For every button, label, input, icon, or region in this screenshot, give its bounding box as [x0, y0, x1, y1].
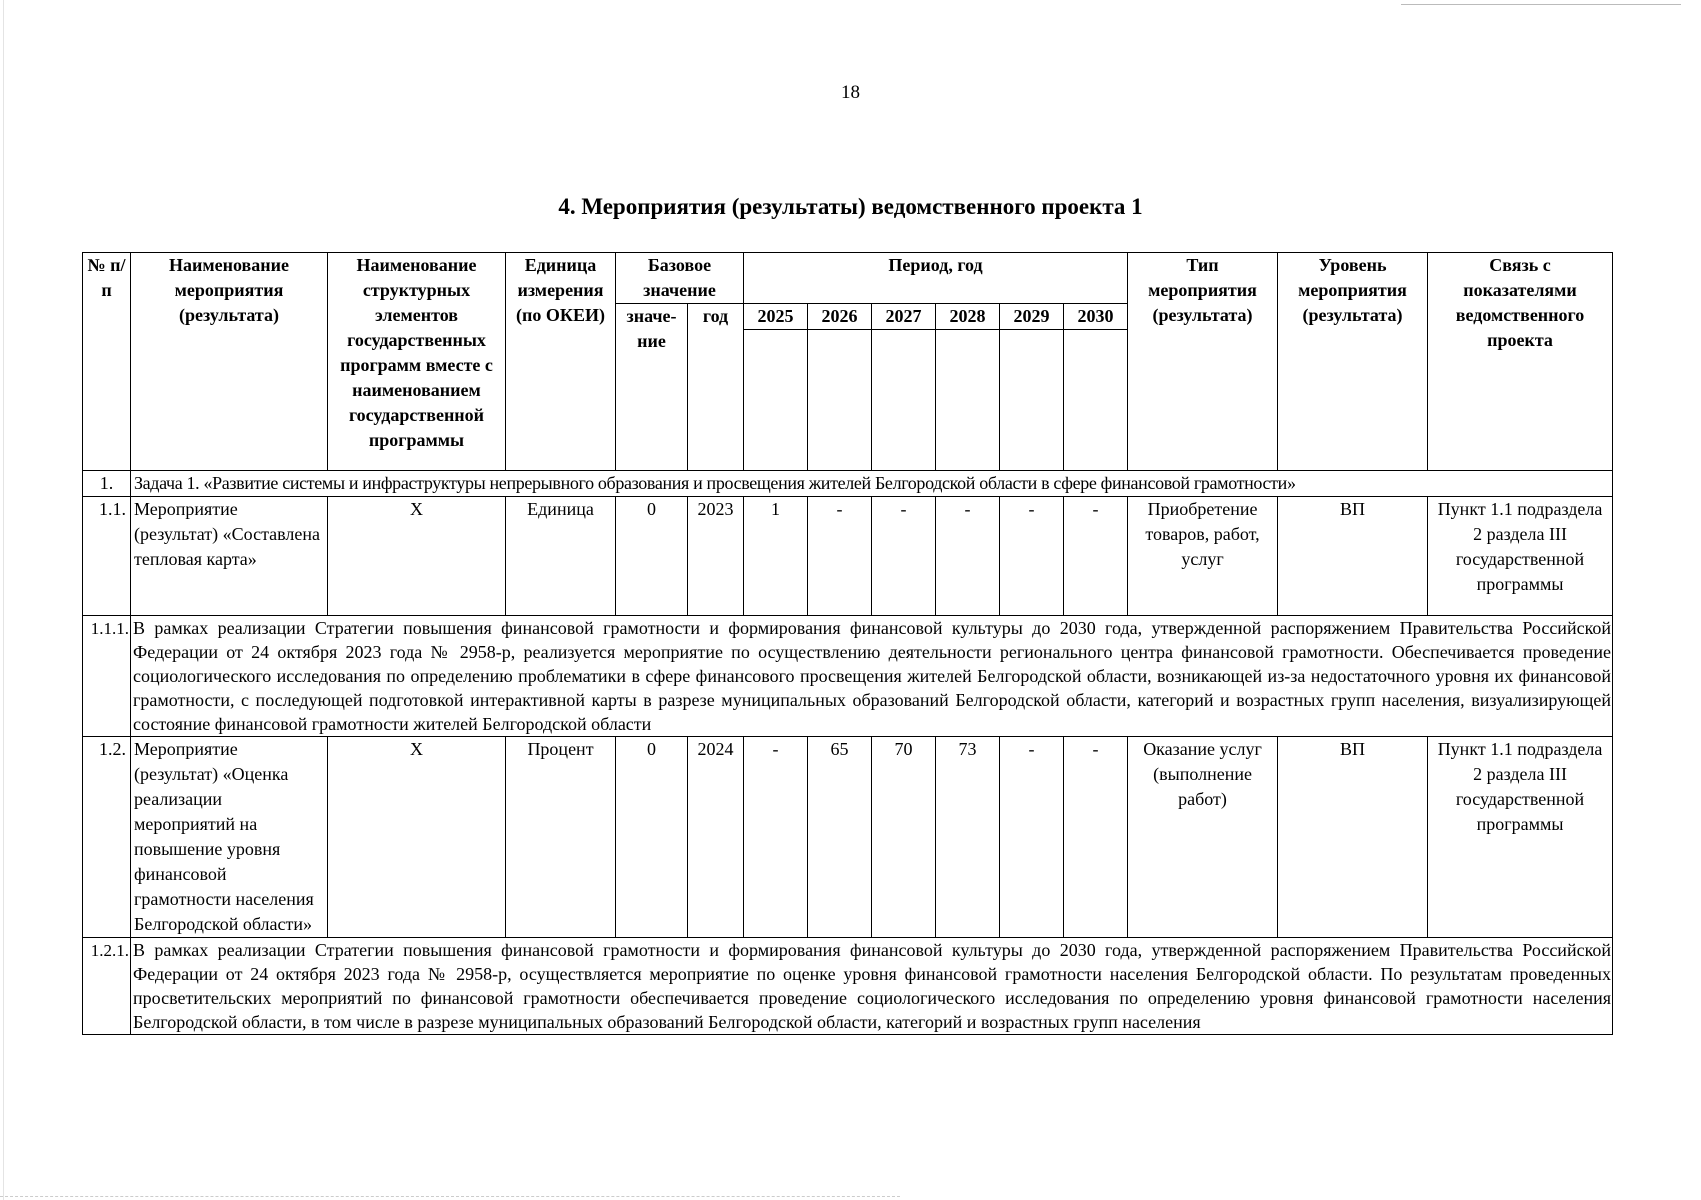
scan-bottom-line	[0, 1196, 900, 1197]
header-year-spacer	[936, 330, 1000, 471]
row-value-2028: -	[936, 497, 1000, 616]
description-text: В рамках реализации Стратегии повышения финансовой грамотности и формирования финансовой культуры до 2030 года, утвержденной распоряжением Правительства Российской Федерации от 24 октября 2023 года № 2958-р, реализуется мероприятие по осуществлению деятельности регионального центра финансовой грамотности. Обеспечивается проведение социологического исследования по определению проблематики в сфере финансового просвещения жителей Белгородской области, возникающей из-за недостаточного уровня их финансовой грамотности, с последующей подготовкой интерактивной карты в разрезе муниципальных образований Белгородской области, категорий и возрастных групп населения, визуализирующей состояние финансовой грамотности жителей Белгородской области	[131, 616, 1613, 737]
scan-top-line	[1401, 4, 1681, 5]
measures-table	[82, 252, 1613, 1035]
description-row	[83, 616, 1613, 737]
header-year-spacer	[744, 330, 808, 471]
row-value-2025: -	[744, 737, 808, 938]
header-year: 2028	[936, 304, 1000, 330]
row-level: ВП	[1278, 737, 1428, 938]
row-value-2029: -	[1000, 737, 1064, 938]
row-base-year: 2023	[688, 497, 744, 616]
header-year: 2029	[1000, 304, 1064, 330]
header-link: Связь с показателями ведомственного проекта	[1428, 253, 1613, 471]
row-type: Оказание услуг (выполнение работ)	[1128, 737, 1278, 938]
row-value-2026: -	[808, 497, 872, 616]
row-link: Пункт 1.1 подраздела 2 раздела III государственной программы	[1428, 497, 1613, 616]
description-row	[83, 938, 1613, 1035]
row-value-2025: 1	[744, 497, 808, 616]
description-num: 1.1.1.	[83, 616, 131, 737]
scan-edge-line	[3, 0, 4, 1200]
table-row	[83, 737, 1613, 938]
row-value-2029: -	[1000, 497, 1064, 616]
header-base-year: год	[688, 304, 744, 471]
header-base-value: значе-ние	[616, 304, 688, 471]
row-value-2026: 65	[808, 737, 872, 938]
header-type: Тип мероприятия (результата)	[1128, 253, 1278, 471]
header-name: Наименование мероприятия (результата)	[131, 253, 328, 471]
row-link: Пункт 1.1 подраздела 2 раздела III государственной программы	[1428, 737, 1613, 938]
row-name: Мероприятие (результат) «Составлена тепловая карта»	[131, 497, 328, 616]
header-year-spacer	[1000, 330, 1064, 471]
row-value-2028: 73	[936, 737, 1000, 938]
page-number: 18	[841, 82, 860, 103]
row-unit: Единица	[506, 497, 616, 616]
task-text: Задача 1. «Развитие системы и инфраструктуры непрерывного образования и просвещения жителей Белгородской области в сфере финансовой грамотности»	[131, 471, 1613, 497]
header-num: № п/п	[83, 253, 131, 471]
row-base-value: 0	[616, 737, 688, 938]
header-year: 2025	[744, 304, 808, 330]
header-year-spacer	[872, 330, 936, 471]
row-value-2027: 70	[872, 737, 936, 938]
header-unit: Единица измерения (по ОКЕИ)	[506, 253, 616, 471]
header-year: 2027	[872, 304, 936, 330]
row-struct: Х	[328, 737, 506, 938]
header-base: Базовое значение	[616, 253, 744, 304]
row-type: Приобретение товаров, работ, услуг	[1128, 497, 1278, 616]
row-value-2030: -	[1064, 497, 1128, 616]
header-period: Период, год	[744, 253, 1128, 304]
row-value-2030: -	[1064, 737, 1128, 938]
header-struct: Наименование структурных элементов государственных программ вместе с наименованием государственной программы	[328, 253, 506, 471]
description-text: В рамках реализации Стратегии повышения финансовой грамотности и формирования финансовой культуры до 2030 года, утвержденной распоряжением Правительства Российской Федерации от 24 октября 2023 года № 2958-р, осуществляется мероприятие по оценке уровня финансовой грамотности населения Белгородской области. По результатам проведенных просветительских мероприятий по финансовой грамотности обеспечивается проведение социологического исследования по определению уровня финансовой грамотности населения Белгородской области, в том числе в разрезе муниципальных образований Белгородской области, категорий и возрастных групп населения	[131, 938, 1613, 1035]
row-num: 1.1.	[83, 497, 131, 616]
row-name: Мероприятие (результат) «Оценка реализации мероприятий на повышение уровня финансовой грамотности населения Белгородской области»	[131, 737, 328, 938]
row-struct: Х	[328, 497, 506, 616]
row-level: ВП	[1278, 497, 1428, 616]
header-year: 2026	[808, 304, 872, 330]
description-num: 1.2.1.	[83, 938, 131, 1035]
header-year-spacer	[808, 330, 872, 471]
task-row	[83, 471, 1613, 497]
header-level: Уровень мероприятия (результата)	[1278, 253, 1428, 471]
row-base-value: 0	[616, 497, 688, 616]
row-unit: Процент	[506, 737, 616, 938]
header-year: 2030	[1064, 304, 1128, 330]
row-num: 1.2.	[83, 737, 131, 938]
table-row	[83, 497, 1613, 616]
row-value-2027: -	[872, 497, 936, 616]
header-year-spacer	[1064, 330, 1128, 471]
task-num: 1.	[83, 471, 131, 497]
row-base-year: 2024	[688, 737, 744, 938]
header-row-1	[83, 253, 1613, 304]
section-title: 4. Мероприятия (результаты) ведомственного проекта 1	[558, 194, 1143, 219]
